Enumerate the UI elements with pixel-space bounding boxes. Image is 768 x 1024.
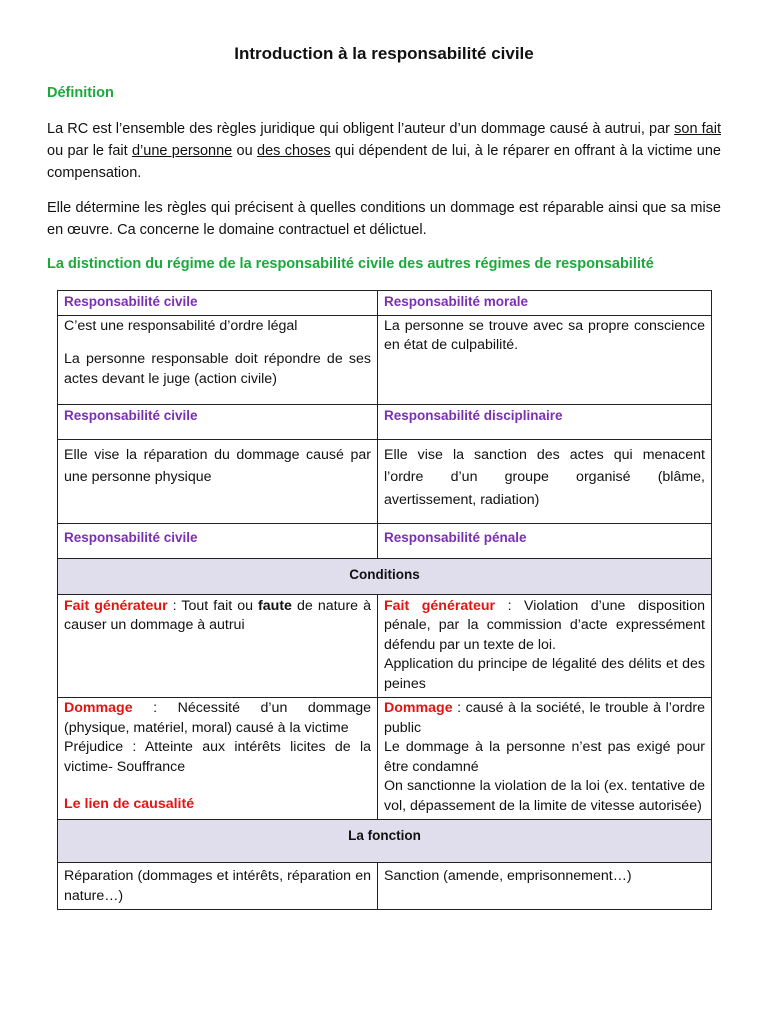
definition-heading: Définition: [47, 85, 114, 101]
cell-text: La personne responsable doit répondre de ses actes devant le juge (action civile): [64, 351, 371, 387]
cell-civile-disciplinaire: Elle vise la réparation du dommage causé par une personne physique: [58, 439, 378, 523]
cell-fonction-civile: Réparation (dommages et intérêts, réparation en nature…): [58, 863, 378, 910]
dommage-label: Dommage: [384, 700, 453, 716]
header-cell-civile: Responsabilité civile: [58, 523, 378, 558]
table-row: [58, 404, 712, 439]
table-row: [58, 698, 712, 820]
header-cell-civile: Responsabilité civile: [58, 404, 378, 439]
distinction-heading: La distinction du régime de la responsabilité civile des autres régimes de responsabilité: [47, 256, 654, 272]
header-cell-morale: Responsabilité morale: [378, 291, 712, 316]
page-title: Introduction à la responsabilité civile: [234, 44, 534, 63]
underlined-personne: d’une personne: [131, 143, 233, 159]
fait-generateur-label: Fait générateur: [64, 597, 168, 614]
cell-fait-civile: [58, 594, 378, 698]
fonction-band: La fonction: [58, 820, 712, 863]
cell-dommage-civile: [58, 698, 378, 820]
cell-text: : causé à la société, le trouble à l’ordre public: [384, 700, 705, 736]
cell-text: : Violation d’une disposition pénale, par la commission d’acte expressément défendu par un texte de loi.: [384, 597, 705, 653]
cell-text: Application du principe de légalité des délits et des peines: [384, 656, 705, 692]
definition-paragraph-1: [47, 118, 721, 184]
cell-text: de nature à causer un dommage à autrui: [64, 597, 371, 633]
faute-label: faute: [258, 597, 292, 614]
cell-text: Le dommage à la personne n’est pas exigé pour être condamné: [384, 739, 705, 775]
definition-text: ou par le fait: [47, 143, 132, 159]
definition-paragraph-2: Elle détermine les règles qui précisent à quelles conditions un dommage est réparable ainsi que sa mise en œuvre. Ca concerne le domaine contractuel et délictuel.: [47, 200, 721, 238]
underlined-choses: des choses: [257, 143, 331, 159]
cell-text: On sanctionne la violation de la loi (ex. tentative de vol, dépassement de la limite de vitesse autorisée): [384, 778, 705, 814]
cell-fait-penale: [378, 594, 712, 698]
table-row: [58, 315, 712, 404]
cell-text: Préjudice : Atteinte aux intérêts licites de la victime- Souffrance: [64, 739, 371, 775]
table-row: [58, 820, 712, 863]
cell-morale: La personne se trouve avec sa propre conscience en état de culpabilité.: [378, 315, 712, 404]
definition-text: La RC est l’ensemble des règles juridique qui obligent l’auteur d’un dommage causé à autrui, par: [47, 121, 675, 137]
cell-text: : Tout fait ou: [167, 597, 259, 614]
header-cell-civile: Responsabilité civile: [58, 291, 378, 316]
dommage-label: Dommage: [64, 700, 133, 716]
underlined-son-fait: son fait: [674, 121, 721, 137]
table-row: [58, 863, 712, 910]
cell-dommage-penale: [378, 698, 712, 820]
cell-disciplinaire: Elle vise la sanction des actes qui menacent l’ordre d’un groupe organisé (blâme, avertissement, radiation): [378, 439, 712, 523]
header-cell-penale: Responsabilité pénale: [378, 523, 712, 558]
conditions-band: Conditions: [58, 558, 712, 594]
comparison-table: [57, 290, 712, 910]
header-cell-disciplinaire: Responsabilité disciplinaire: [378, 404, 712, 439]
table-row: [58, 291, 712, 316]
cell-fonction-penale: Sanction (amende, emprisonnement…): [378, 863, 712, 910]
fait-generateur-label: Fait générateur: [384, 597, 496, 614]
cell-text: C’est une responsabilité d’ordre légal: [64, 317, 298, 334]
definition-text: qui dépendent de lui, à le réparer en offrant à la victime une compensation.: [47, 143, 721, 181]
table-row: [58, 523, 712, 558]
table-row: [58, 439, 712, 523]
lien-causalite-label: Le lien de causalité: [64, 796, 195, 812]
table-row: [58, 558, 712, 594]
cell-civile-morale: [58, 315, 378, 404]
cell-text: : Nécessité d’un dommage (physique, matériel, moral) causé à la victime: [64, 700, 371, 736]
definition-text: ou: [232, 143, 257, 159]
table-row: [58, 594, 712, 698]
